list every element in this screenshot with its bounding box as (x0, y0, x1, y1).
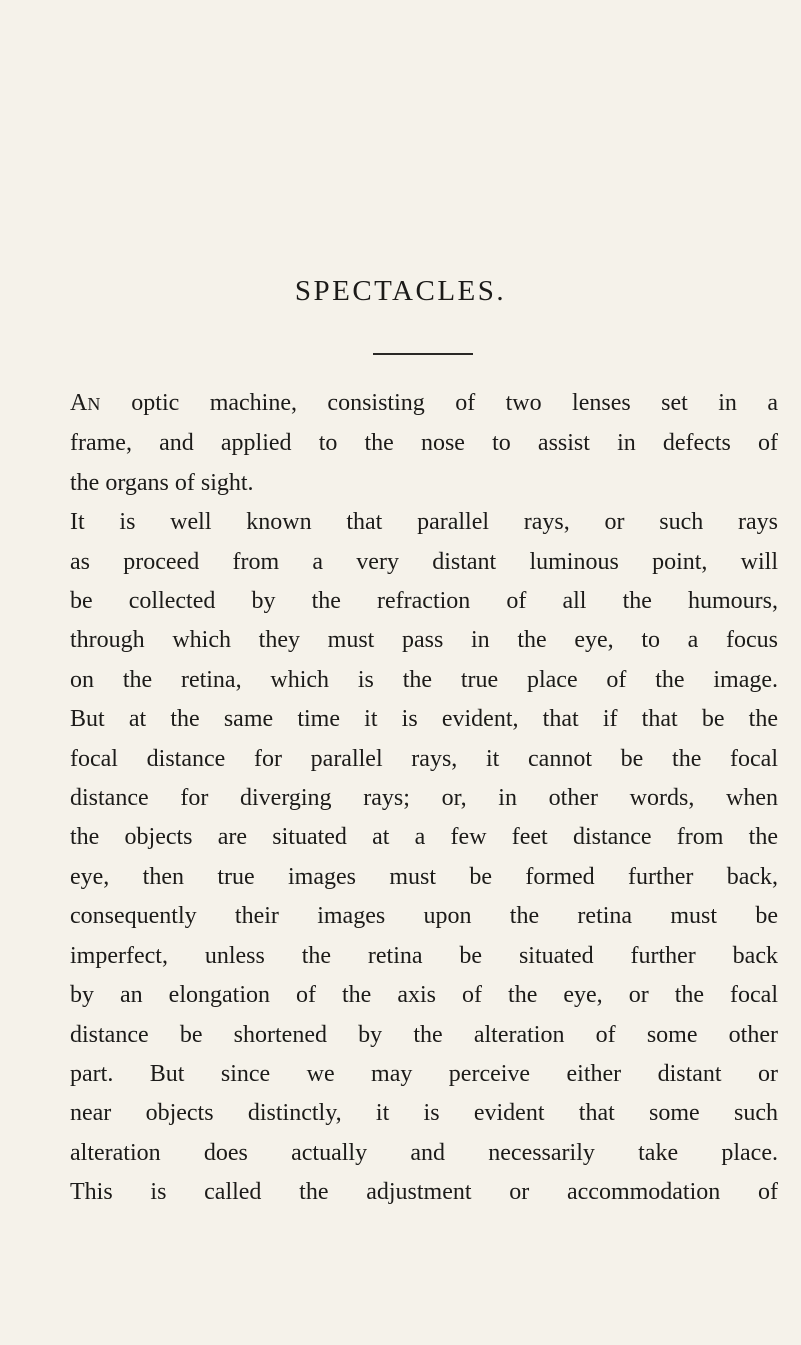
paragraph-1-line-3: the organs of sight. (70, 469, 254, 496)
paragraph-2-line-5: on the retina, which is the true place of the image. (70, 666, 778, 693)
paragraph-2-line-11: consequently their images upon the retina must be (70, 903, 778, 930)
paragraph-1-line-1: AN optic machine, consisting of two lenses set in a (70, 390, 778, 416)
paragraph-2-line-15: part. But since we may perceive either distant or (70, 1060, 778, 1087)
paragraph-2-line-17: alteration does actually and necessarily take place. (70, 1139, 778, 1166)
paragraph-2-line-18: This is called the adjustment or accommodation of (70, 1179, 778, 1206)
paragraph-2-line-4: through which they must pass in the eye, to a focus (70, 627, 778, 654)
paragraph-2-line-13: by an elongation of the axis of the eye, or the focal (70, 982, 778, 1009)
paragraph-2-line-6: But at the same time it is evident, that if that be the (70, 706, 778, 733)
paragraph-2-line-1: It is well known that parallel rays, or such rays (70, 509, 778, 536)
paragraph-2-line-7: focal distance for parallel rays, it cannot be the focal (70, 745, 778, 772)
paragraph-2-line-2: as proceed from a very distant luminous point, will (70, 548, 778, 575)
paragraph-2-line-12: imperfect, unless the retina be situated further back (70, 942, 778, 969)
paragraph-2-line-8: distance for diverging rays; or, in other words, when (70, 785, 778, 812)
paragraph-2-line-9: the objects are situated at a few feet distance from the (70, 824, 778, 851)
paragraph-2-line-3: be collected by the refraction of all the humours, (70, 588, 778, 615)
paragraph-2-line-16: near objects distinctly, it is evident that some such (70, 1100, 778, 1127)
paragraph-2-line-14: distance be shortened by the alteration of some other (70, 1021, 778, 1048)
drop-first-word: AN (70, 390, 101, 416)
title-rule (373, 353, 473, 355)
paragraph-2-line-10: eye, then true images must be formed further back, (70, 863, 778, 890)
body-text (70, 384, 778, 1213)
paragraph-1-line-2: frame, and applied to the nose to assist in defects of (70, 430, 778, 457)
page-title: SPECTACLES. (294, 275, 507, 307)
